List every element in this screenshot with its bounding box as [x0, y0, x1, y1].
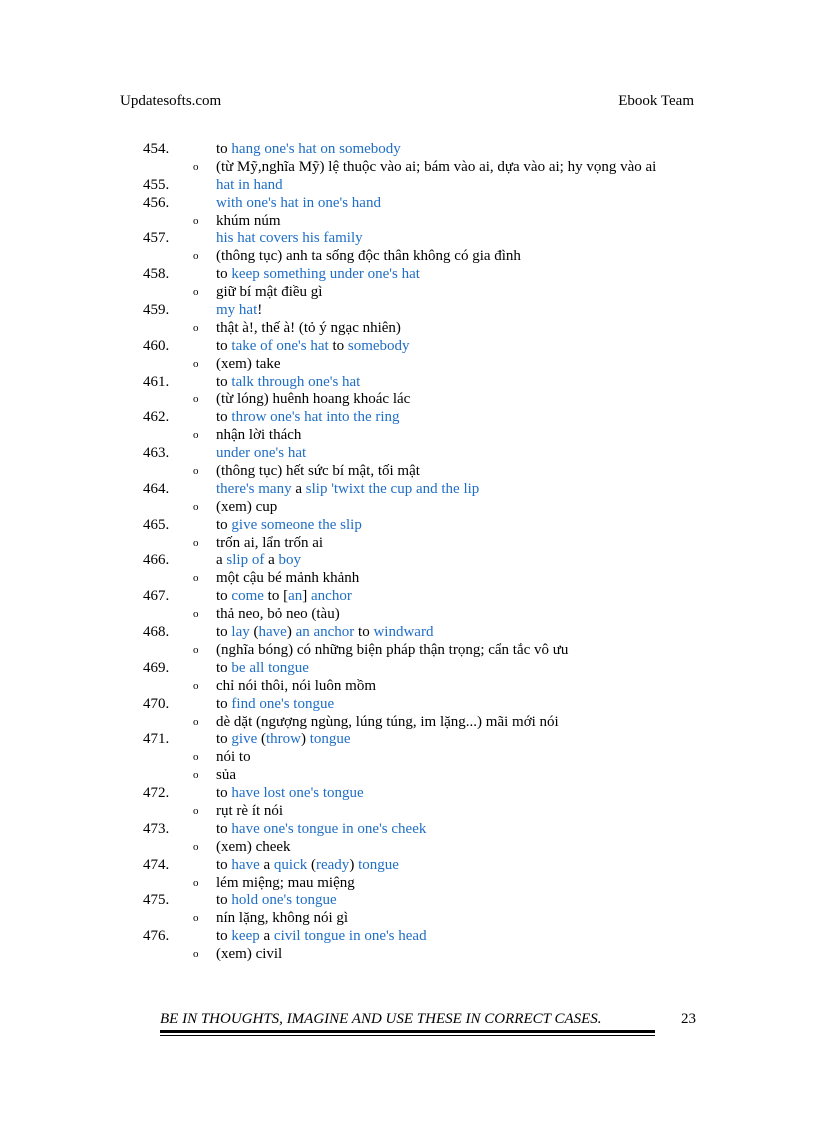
entry-definition: [216, 678, 376, 696]
phrase-text: lém miệng; mau miệng: [216, 874, 355, 891]
entry-list: [0, 141, 816, 964]
entry-phrase-row: [0, 928, 816, 946]
entry-phrase-row: [0, 409, 816, 427]
entry-definition-row: [0, 463, 816, 481]
entry-phrase: [216, 481, 479, 499]
phrase-link[interactable]: have lost one's tongue: [231, 785, 364, 802]
entry-phrase-row: [0, 660, 816, 678]
entry-number: 458.: [143, 266, 170, 283]
phrase-link[interactable]: have one's tongue in one's cheek: [231, 820, 427, 837]
phrase-link[interactable]: give someone the slip: [231, 516, 362, 533]
entry-definition: [216, 159, 656, 177]
phrase-text: giữ bí mật điều gì: [216, 284, 323, 301]
entry-phrase: [216, 660, 309, 678]
bullet-icon: o: [193, 500, 199, 513]
phrase-text: to: [354, 624, 374, 641]
phrase-text: to: [216, 892, 232, 909]
entry-phrase-row: [0, 624, 816, 642]
entry-number: 466.: [143, 552, 170, 569]
phrase-text: rụt rè ít nói: [216, 802, 284, 819]
entry-number: 460.: [143, 337, 170, 354]
phrase-link[interactable]: my hat: [216, 302, 258, 319]
entry-definition-row: [0, 535, 816, 553]
phrase-text: a: [259, 928, 274, 945]
phrase-text: a: [264, 552, 279, 569]
entry-number: 455.: [143, 176, 170, 193]
bullet-icon: o: [193, 393, 199, 406]
bullet-icon: o: [193, 160, 199, 173]
phrase-text: a: [259, 856, 274, 873]
entry-phrase-row: [0, 374, 816, 392]
bullet-icon: o: [193, 321, 199, 334]
phrase-text: to: [216, 373, 232, 390]
phrase-text: to: [216, 624, 232, 641]
entry-number: 462.: [143, 409, 170, 426]
phrase-link[interactable]: tongue: [358, 856, 399, 873]
entry-phrase: [216, 624, 433, 642]
entry-definition-row: [0, 320, 816, 338]
bullet-icon: o: [193, 876, 199, 889]
entry-definition: [216, 714, 559, 732]
entry-definition: [216, 320, 401, 338]
header-team-name: Ebook Team: [618, 93, 694, 109]
entry-phrase: [216, 821, 426, 839]
phrase-link[interactable]: anchor: [311, 588, 352, 605]
page-number: 23: [681, 1011, 696, 1027]
entry-definition-row: [0, 570, 816, 588]
entry-number: 463.: [143, 445, 170, 462]
entry-number: 475.: [143, 892, 170, 909]
phrase-text: ): [301, 731, 310, 748]
bullet-icon: o: [193, 643, 199, 656]
entry-phrase-row: [0, 857, 816, 875]
entry-phrase: [216, 857, 399, 875]
phrase-text: ): [349, 856, 359, 873]
phrase-link[interactable]: tongue: [309, 731, 351, 748]
bullet-icon: o: [193, 429, 199, 442]
phrase-text: to: [216, 141, 232, 157]
phrase-text: (xem) take: [216, 355, 281, 372]
entry-definition-row: [0, 159, 816, 177]
entry-phrase: [216, 552, 301, 570]
entry-phrase: [216, 928, 427, 946]
bullet-icon: o: [193, 840, 199, 853]
entry-definition-row: [0, 356, 816, 374]
entry-phrase: [216, 409, 400, 427]
phrase-text: to: [216, 820, 232, 837]
entry-phrase-row: [0, 338, 816, 356]
phrase-text: thả neo, bỏ neo (tàu): [216, 606, 340, 623]
phrase-text: (từ Mỹ,nghĩa Mỹ) lệ thuộc vào ai; bám vào ai, dựa vào ai; hy vọng vào ai: [216, 158, 657, 175]
entry-phrase: [216, 785, 364, 803]
phrase-link[interactable]: ready: [316, 856, 350, 873]
entry-phrase-row: [0, 696, 816, 714]
entry-phrase-row: [0, 177, 816, 195]
entry-phrase-row: [0, 785, 816, 803]
entry-phrase-row: [0, 731, 816, 749]
entry-phrase-row: [0, 302, 816, 320]
entry-definition: [216, 535, 323, 553]
phrase-text: dè dặt (ngượng ngùng, lúng túng, im lặng...) mãi mới nói: [216, 713, 559, 730]
phrase-text: a: [216, 552, 227, 569]
entry-phrase-row: [0, 141, 816, 159]
phrase-link[interactable]: under one's hat: [216, 445, 307, 462]
entry-phrase-row: [0, 481, 816, 499]
bullet-icon: o: [193, 804, 199, 817]
bullet-icon: o: [193, 715, 199, 728]
bullet-icon: o: [193, 948, 199, 961]
phrase-text: to: [328, 337, 348, 354]
entry-number: 470.: [143, 695, 170, 712]
bullet-icon: o: [193, 751, 199, 764]
phrase-link[interactable]: hold one's tongue: [231, 892, 337, 909]
phrase-link[interactable]: quick: [273, 856, 308, 873]
entry-definition: [216, 284, 322, 302]
phrase-text: (từ lóng) huênh hoang khoác lác: [216, 391, 411, 408]
entry-phrase: [216, 731, 351, 749]
phrase-text: trốn ai, lẩn trốn ai: [216, 534, 324, 551]
phrase-text: (thông tục) anh ta sống độc thân không có gia đình: [216, 248, 521, 265]
bullet-icon: o: [193, 536, 199, 549]
phrase-text: (nghĩa bóng) có những biện pháp thận trọng; cẩn tắc vô ưu: [216, 641, 569, 658]
entry-phrase: [216, 195, 381, 213]
footer-rule-thick: [160, 1030, 655, 1033]
phrase-text: nhận lời thách: [216, 427, 302, 444]
entry-definition: [216, 427, 301, 445]
phrase-text: (xem) civil: [216, 946, 283, 963]
phrase-link[interactable]: an anchor: [295, 624, 355, 641]
phrase-link[interactable]: his hat covers his family: [216, 230, 363, 247]
entry-phrase: [216, 338, 410, 356]
phrase-text: (xem) cup: [216, 498, 278, 515]
bullet-icon: o: [193, 465, 199, 478]
entry-definition-row: [0, 284, 816, 302]
entry-definition-row: [0, 499, 816, 517]
entry-phrase-row: [0, 266, 816, 284]
entry-number: 469.: [143, 659, 170, 676]
phrase-text: ]: [302, 588, 311, 605]
entry-number: 465.: [143, 516, 170, 533]
entry-definition-row: [0, 839, 816, 857]
phrase-link[interactable]: an: [288, 588, 303, 605]
entry-definition: [216, 642, 568, 660]
entry-phrase: [216, 517, 362, 535]
entry-definition: [216, 356, 281, 374]
phrase-link[interactable]: keep something under one's hat: [231, 266, 420, 283]
phrase-text: !: [257, 302, 263, 319]
phrase-text: to: [216, 337, 232, 354]
phrase-link[interactable]: take of one's hat: [231, 337, 329, 354]
entry-phrase: [216, 892, 337, 910]
entry-definition: [216, 803, 283, 821]
bullet-icon: o: [193, 608, 199, 621]
phrase-link[interactable]: somebody: [347, 337, 410, 354]
phrase-text: (thông tục) hết sức bí mật, tối mật: [216, 463, 420, 480]
entry-definition-row: [0, 248, 816, 266]
entry-number: 476.: [143, 928, 170, 945]
bullet-icon: o: [193, 769, 199, 782]
entry-definition-row: [0, 678, 816, 696]
entry-phrase: [216, 266, 420, 284]
entry-phrase: [216, 445, 306, 463]
bullet-icon: o: [193, 679, 199, 692]
phrase-link[interactable]: there's many: [216, 480, 292, 497]
phrase-text: to: [216, 516, 232, 533]
entry-phrase-row: [0, 892, 816, 910]
bullet-icon: o: [193, 214, 199, 227]
phrase-text: to: [216, 785, 232, 802]
phrase-link[interactable]: have: [258, 624, 287, 641]
phrase-text: to: [216, 731, 232, 748]
phrase-link[interactable]: come: [231, 588, 264, 605]
bullet-icon: o: [193, 250, 199, 263]
entry-phrase-row: [0, 821, 816, 839]
phrase-link[interactable]: windward: [373, 624, 434, 641]
phrase-text: một cậu bé mảnh khảnh: [216, 570, 360, 587]
entry-definition: [216, 463, 420, 481]
entry-number: 456.: [143, 194, 170, 211]
phrase-text: nín lặng, không nói gì: [216, 910, 349, 927]
entry-definition: [216, 910, 348, 928]
phrase-text: to [: [263, 588, 289, 605]
phrase-text: ): [286, 624, 296, 641]
phrase-link[interactable]: give: [231, 731, 258, 748]
entry-number: 471.: [143, 731, 170, 748]
phrase-link[interactable]: talk through one's hat: [231, 373, 361, 390]
entry-definition-row: [0, 803, 816, 821]
phrase-link[interactable]: be all tongue: [231, 659, 309, 676]
entry-definition-row: [0, 946, 816, 964]
entry-definition-row: [0, 427, 816, 445]
entry-phrase: [216, 177, 283, 195]
phrase-link[interactable]: boy: [278, 552, 302, 569]
entry-number: 459.: [143, 302, 170, 319]
footer-rule-thin: [160, 1035, 655, 1036]
entry-number: 464.: [143, 480, 170, 497]
phrase-link[interactable]: find one's tongue: [231, 695, 335, 712]
footer-motto: BE IN THOUGHTS, IMAGINE AND USE THESE IN CORRECT CASES.: [160, 1011, 602, 1027]
entry-number: 454.: [143, 141, 170, 157]
phrase-text: to: [216, 266, 232, 283]
entry-number: 472.: [143, 785, 170, 802]
phrase-text: chỉ nói thôi, nói luôn mồm: [216, 677, 376, 694]
entry-definition-row: [0, 910, 816, 928]
entry-phrase-row: [0, 230, 816, 248]
phrase-text: (: [249, 624, 259, 641]
phrase-text: to: [216, 695, 232, 712]
entry-number: 473.: [143, 820, 170, 837]
entry-phrase: [216, 141, 401, 159]
entry-definition-row: [0, 749, 816, 767]
entry-phrase: [216, 696, 334, 714]
phrase-text: to: [216, 588, 232, 605]
entry-phrase: [216, 302, 262, 320]
phrase-link[interactable]: civil tongue in one's head: [273, 928, 427, 945]
phrase-text: to: [216, 659, 232, 676]
entry-definition: [216, 606, 340, 624]
phrase-text: a: [291, 480, 306, 497]
entry-definition: [216, 946, 282, 964]
entry-definition: [216, 499, 277, 517]
entry-definition-row: [0, 714, 816, 732]
entry-definition-row: [0, 606, 816, 624]
entry-definition: [216, 839, 291, 857]
phrase-text: (xem) cheek: [216, 838, 291, 855]
entry-phrase-row: [0, 552, 816, 570]
entry-definition: [216, 248, 521, 266]
phrase-text: to: [216, 409, 232, 426]
phrase-text: sủa: [216, 767, 236, 784]
entry-definition-row: [0, 642, 816, 660]
entry-number: 457.: [143, 230, 170, 247]
entry-definition: [216, 570, 359, 588]
phrase-text: to: [216, 856, 232, 873]
entry-number: 474.: [143, 856, 170, 873]
entry-number: 468.: [143, 624, 170, 641]
phrase-link[interactable]: throw: [266, 731, 301, 748]
entry-phrase: [216, 230, 363, 248]
entry-definition-row: [0, 213, 816, 231]
phrase-link[interactable]: throw one's hat into the ring: [231, 409, 400, 426]
entry-number: 461.: [143, 373, 170, 390]
entry-definition: [216, 767, 236, 785]
phrase-text: to: [216, 928, 232, 945]
phrase-link[interactable]: slip 'twixt the cup and the lip: [305, 480, 480, 497]
entry-definition-row: [0, 391, 816, 409]
entry-number: 467.: [143, 588, 170, 605]
phrase-link[interactable]: keep: [231, 928, 260, 945]
entry-phrase: [216, 374, 360, 392]
entry-phrase-row: [0, 445, 816, 463]
bullet-icon: o: [193, 912, 199, 925]
phrase-link[interactable]: slip of: [226, 552, 265, 569]
entry-definition: [216, 213, 281, 231]
entry-phrase: [216, 588, 352, 606]
phrase-text: (: [257, 731, 266, 748]
phrase-text: (: [307, 856, 316, 873]
entry-definition: [216, 875, 355, 893]
entry-definition-row: [0, 875, 816, 893]
phrase-text: nói to: [216, 749, 251, 766]
bullet-icon: o: [193, 572, 199, 585]
entry-definition-row: [0, 767, 816, 785]
phrase-link[interactable]: lay: [231, 624, 250, 641]
header-site-name: Updatesofts.com: [120, 93, 222, 109]
phrase-link[interactable]: with one's hat in one's hand: [216, 194, 381, 211]
bullet-icon: o: [193, 286, 199, 299]
phrase-text: khúm núm: [216, 212, 281, 229]
entry-definition: [216, 749, 251, 767]
phrase-text: thật à!, thế à! (tỏ ý ngạc nhiên): [216, 319, 401, 336]
entry-phrase-row: [0, 588, 816, 606]
entry-definition: [216, 391, 410, 409]
bullet-icon: o: [193, 357, 199, 370]
phrase-link[interactable]: hat in hand: [216, 176, 283, 193]
entry-phrase-row: [0, 517, 816, 535]
entry-phrase-row: [0, 195, 816, 213]
phrase-link[interactable]: hang one's hat on somebody: [231, 141, 401, 157]
phrase-link[interactable]: have: [231, 856, 260, 873]
